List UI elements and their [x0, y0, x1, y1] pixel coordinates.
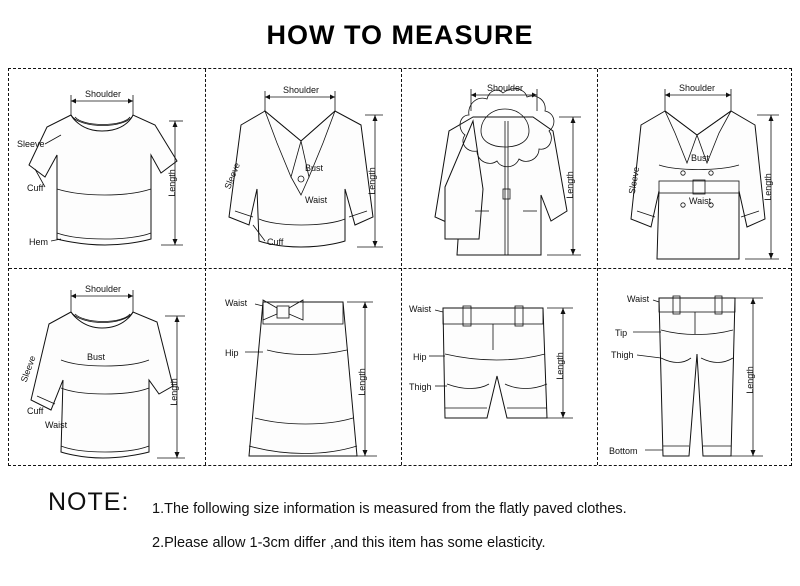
label-length: Length: [763, 173, 773, 201]
label-length: Length: [745, 366, 755, 394]
label-shoulder: Shoulder: [85, 89, 122, 99]
label-waist: Waist: [689, 196, 712, 206]
label-cuff: Cuff: [27, 406, 44, 416]
cell-blazer: [205, 69, 401, 268]
label-length: Length: [555, 352, 565, 380]
note-lines: [152, 492, 772, 560]
label-cuff: Cuff: [27, 183, 44, 193]
label-waist: Waist: [627, 294, 650, 304]
cell-fur-coat: [401, 69, 597, 268]
cell-tshirt: [9, 69, 205, 268]
label-bust: Bust: [691, 153, 710, 163]
label-hip: Hip: [413, 352, 427, 362]
label-length: Length: [565, 171, 575, 199]
cell-pants: [597, 268, 793, 467]
label-length: Length: [167, 169, 177, 197]
label-length: Length: [357, 368, 367, 396]
cell-skirt: [205, 268, 401, 467]
cell-dress: [9, 268, 205, 467]
label-tip: Tip: [615, 328, 628, 338]
label-sleeve: Sleeve: [626, 166, 642, 195]
label-hip: Hip: [225, 348, 239, 358]
label-hem: Hem: [29, 237, 49, 247]
label-shoulder: Shoulder: [487, 83, 524, 93]
label-bottom: Bottom: [609, 446, 638, 456]
label-waist: Waist: [305, 195, 328, 205]
label-thigh: Thigh: [611, 350, 634, 360]
label-shoulder: Shoulder: [679, 83, 716, 93]
label-cuff: Cuff: [267, 237, 284, 247]
label-sleeve: Sleeve: [222, 161, 243, 191]
label-waist: Waist: [409, 304, 432, 314]
label-sleeve: Sleeve: [17, 139, 45, 149]
cell-trench-coat: [597, 69, 793, 268]
measurement-grid: [8, 68, 792, 466]
label-bust: Bust: [305, 163, 324, 173]
label-length: Length: [367, 167, 377, 195]
label-thigh: Thigh: [409, 382, 432, 392]
page-title: HOW TO MEASURE: [266, 20, 534, 50]
label-sleeve: Sleeve: [18, 354, 38, 384]
label-bust: Bust: [87, 352, 106, 362]
label-waist: Waist: [225, 298, 248, 308]
label-shoulder: Shoulder: [85, 284, 122, 294]
label-waist: Waist: [45, 420, 68, 430]
label-shoulder: Shoulder: [283, 85, 320, 95]
label-length: Length: [169, 378, 179, 406]
note-label: NOTE:: [48, 488, 130, 516]
note-line-1: 1.The following size information is measured from the flatly paved clothes.: [152, 501, 627, 517]
cell-shorts: [401, 268, 597, 467]
note-line-2: 2.Please allow 1-3cm differ ,and this item has some elasticity.: [152, 535, 546, 551]
